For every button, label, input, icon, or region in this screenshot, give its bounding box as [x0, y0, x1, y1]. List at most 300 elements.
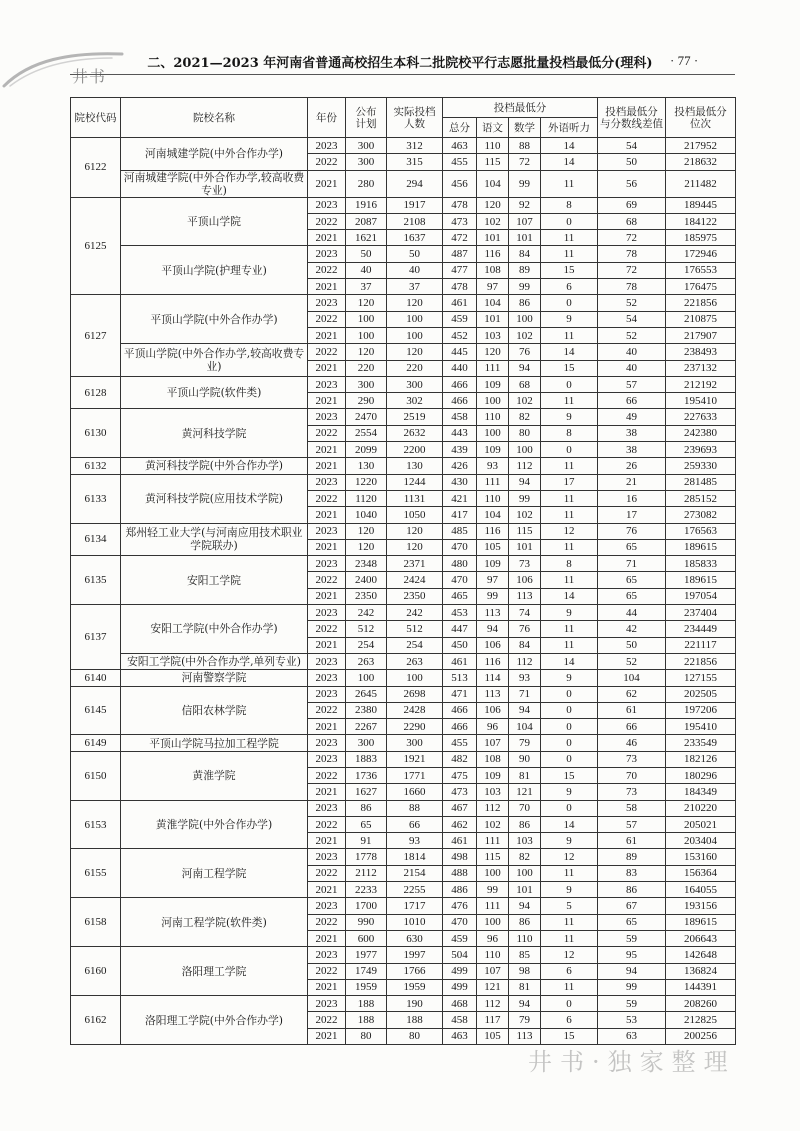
plan-cell: 120 — [346, 295, 387, 311]
rank-cell: 184349 — [666, 784, 736, 800]
chinese-score-cell: 99 — [477, 882, 509, 898]
listening-score-cell: 11 — [541, 539, 598, 555]
rank-cell: 176553 — [666, 262, 736, 278]
listening-score-cell: 15 — [541, 262, 598, 278]
math-score-cell: 112 — [509, 653, 541, 669]
school-name-cell: 黄河科技学院(应用技术学院) — [121, 474, 308, 523]
year-cell: 2023 — [308, 409, 346, 425]
rank-cell: 221117 — [666, 637, 736, 653]
col-header-listening: 外语听力 — [541, 118, 598, 138]
plan-cell: 1959 — [346, 979, 387, 995]
math-score-cell: 94 — [509, 898, 541, 914]
year-cell: 2023 — [308, 474, 346, 490]
rank-cell: 197206 — [666, 702, 736, 718]
listening-score-cell: 11 — [541, 490, 598, 506]
col-header-plan: 公布 计划 — [346, 98, 387, 138]
school-name-cell: 平顶山学院(护理专业) — [121, 246, 308, 295]
listening-score-cell: 17 — [541, 474, 598, 490]
table-row — [71, 605, 736, 621]
year-cell: 2021 — [308, 833, 346, 849]
listening-score-cell: 11 — [541, 327, 598, 343]
plan-cell: 1883 — [346, 751, 387, 767]
plan-cell: 242 — [346, 605, 387, 621]
chinese-score-cell: 96 — [477, 719, 509, 735]
year-cell: 2023 — [308, 751, 346, 767]
chinese-score-cell: 109 — [477, 376, 509, 392]
math-score-cell: 100 — [509, 442, 541, 458]
diff-cell: 16 — [598, 490, 666, 506]
listening-score-cell: 11 — [541, 458, 598, 474]
chinese-score-cell: 97 — [477, 572, 509, 588]
diff-cell: 52 — [598, 295, 666, 311]
publisher-logo: 井书 — [72, 67, 107, 86]
diff-cell: 42 — [598, 621, 666, 637]
math-score-cell: 102 — [509, 393, 541, 409]
table-row — [71, 556, 736, 572]
chinese-score-cell: 104 — [477, 295, 509, 311]
year-cell: 2023 — [308, 800, 346, 816]
listening-score-cell: 11 — [541, 393, 598, 409]
total-score-cell: 466 — [443, 393, 477, 409]
chinese-score-cell: 115 — [477, 154, 509, 170]
actual-cell: 220 — [387, 360, 443, 376]
year-cell: 2023 — [308, 556, 346, 572]
school-name-cell: 平顶山学院马拉加工程学院 — [121, 735, 308, 751]
math-score-cell: 82 — [509, 849, 541, 865]
chinese-score-cell: 104 — [477, 170, 509, 197]
year-cell: 2021 — [308, 637, 346, 653]
chinese-score-cell: 106 — [477, 637, 509, 653]
listening-score-cell: 0 — [541, 735, 598, 751]
plan-cell: 1627 — [346, 784, 387, 800]
diff-cell: 52 — [598, 327, 666, 343]
math-score-cell: 88 — [509, 138, 541, 154]
school-name-cell: 安阳工学院(中外合作办学,单列专业) — [121, 653, 308, 669]
year-cell: 2021 — [308, 1028, 346, 1044]
school-code-cell: 6134 — [71, 523, 121, 556]
listening-score-cell: 0 — [541, 213, 598, 229]
listening-score-cell: 11 — [541, 170, 598, 197]
year-cell: 2022 — [308, 865, 346, 881]
listening-score-cell: 11 — [541, 572, 598, 588]
diff-cell: 26 — [598, 458, 666, 474]
rank-cell: 200256 — [666, 1028, 736, 1044]
school-code-cell: 6135 — [71, 556, 121, 605]
total-score-cell: 458 — [443, 1012, 477, 1028]
total-score-cell: 471 — [443, 686, 477, 702]
total-score-cell: 487 — [443, 246, 477, 262]
math-score-cell: 93 — [509, 670, 541, 686]
actual-cell: 1131 — [387, 490, 443, 506]
listening-score-cell: 11 — [541, 246, 598, 262]
plan-cell: 600 — [346, 930, 387, 946]
year-cell: 2023 — [308, 138, 346, 154]
total-score-cell: 513 — [443, 670, 477, 686]
rank-cell: 180296 — [666, 767, 736, 783]
table-row — [71, 170, 736, 197]
total-score-cell: 504 — [443, 947, 477, 963]
diff-cell: 89 — [598, 849, 666, 865]
chinese-score-cell: 120 — [477, 344, 509, 360]
diff-cell: 54 — [598, 311, 666, 327]
actual-cell: 1717 — [387, 898, 443, 914]
actual-cell: 300 — [387, 735, 443, 751]
actual-cell: 2632 — [387, 425, 443, 441]
math-score-cell: 104 — [509, 719, 541, 735]
listening-score-cell: 11 — [541, 621, 598, 637]
listening-score-cell: 11 — [541, 637, 598, 653]
chinese-score-cell: 114 — [477, 670, 509, 686]
plan-cell: 300 — [346, 376, 387, 392]
chinese-score-cell: 109 — [477, 442, 509, 458]
plan-cell: 65 — [346, 816, 387, 832]
total-score-cell: 462 — [443, 816, 477, 832]
listening-score-cell: 14 — [541, 138, 598, 154]
year-cell: 2023 — [308, 735, 346, 751]
actual-cell: 302 — [387, 393, 443, 409]
actual-cell: 1959 — [387, 979, 443, 995]
chinese-score-cell: 111 — [477, 898, 509, 914]
math-score-cell: 99 — [509, 490, 541, 506]
total-score-cell: 476 — [443, 898, 477, 914]
plan-cell: 120 — [346, 539, 387, 555]
math-score-cell: 84 — [509, 246, 541, 262]
year-cell: 2021 — [308, 719, 346, 735]
chinese-score-cell: 101 — [477, 230, 509, 246]
actual-cell: 2428 — [387, 702, 443, 718]
table-header — [71, 98, 736, 138]
diff-cell: 67 — [598, 898, 666, 914]
actual-cell: 66 — [387, 816, 443, 832]
chinese-score-cell: 108 — [477, 262, 509, 278]
plan-cell: 263 — [346, 653, 387, 669]
table-row — [71, 898, 736, 914]
diff-cell: 65 — [598, 539, 666, 555]
table-row — [71, 474, 736, 490]
math-score-cell: 79 — [509, 1012, 541, 1028]
listening-score-cell: 9 — [541, 311, 598, 327]
actual-cell: 2350 — [387, 588, 443, 604]
year-cell: 2022 — [308, 963, 346, 979]
actual-cell: 2255 — [387, 882, 443, 898]
year-cell: 2021 — [308, 360, 346, 376]
total-score-cell: 450 — [443, 637, 477, 653]
actual-cell: 1766 — [387, 963, 443, 979]
plan-cell: 280 — [346, 170, 387, 197]
math-score-cell: 68 — [509, 376, 541, 392]
plan-cell: 290 — [346, 393, 387, 409]
col-header-name: 院校名称 — [121, 98, 308, 138]
school-code-cell: 6128 — [71, 376, 121, 409]
chinese-score-cell: 108 — [477, 751, 509, 767]
chinese-score-cell: 100 — [477, 914, 509, 930]
diff-cell: 57 — [598, 816, 666, 832]
listening-score-cell: 11 — [541, 230, 598, 246]
plan-cell: 2233 — [346, 882, 387, 898]
chinese-score-cell: 111 — [477, 474, 509, 490]
math-score-cell: 100 — [509, 865, 541, 881]
chinese-score-cell: 100 — [477, 393, 509, 409]
listening-score-cell: 0 — [541, 295, 598, 311]
table-row — [71, 197, 736, 213]
chinese-score-cell: 117 — [477, 1012, 509, 1028]
school-name-cell: 河南城建学院(中外合作办学,较高收费专业) — [121, 170, 308, 197]
school-name-cell: 洛阳理工学院(中外合作办学) — [121, 996, 308, 1045]
total-score-cell: 499 — [443, 963, 477, 979]
school-name-cell: 黄淮学院(中外合作办学) — [121, 800, 308, 849]
chinese-score-cell: 109 — [477, 767, 509, 783]
chinese-score-cell: 116 — [477, 653, 509, 669]
math-score-cell: 112 — [509, 458, 541, 474]
rank-cell: 237404 — [666, 605, 736, 621]
actual-cell: 100 — [387, 327, 443, 343]
year-cell: 2022 — [308, 425, 346, 441]
rank-cell: 203404 — [666, 833, 736, 849]
math-score-cell: 73 — [509, 556, 541, 572]
table-row — [71, 735, 736, 751]
actual-cell: 1814 — [387, 849, 443, 865]
diff-cell: 49 — [598, 409, 666, 425]
page-title: 二、2021—2023 年河南省普通高校招生本科二批院校平行志愿批量投档最低分(理科) — [147, 56, 653, 71]
chinese-score-cell: 111 — [477, 360, 509, 376]
math-score-cell: 101 — [509, 882, 541, 898]
math-score-cell: 81 — [509, 979, 541, 995]
rank-cell: 176563 — [666, 523, 736, 539]
rank-cell: 184122 — [666, 213, 736, 229]
math-score-cell: 71 — [509, 686, 541, 702]
listening-score-cell: 0 — [541, 996, 598, 1012]
plan-cell: 120 — [346, 523, 387, 539]
chinese-score-cell: 110 — [477, 947, 509, 963]
total-score-cell: 447 — [443, 621, 477, 637]
listening-score-cell: 11 — [541, 930, 598, 946]
school-name-cell: 平顶山学院(中外合作办学,较高收费专业) — [121, 344, 308, 377]
actual-cell: 2200 — [387, 442, 443, 458]
diff-cell: 73 — [598, 751, 666, 767]
rank-cell: 227633 — [666, 409, 736, 425]
listening-score-cell: 11 — [541, 865, 598, 881]
table-row — [71, 246, 736, 262]
actual-cell: 2290 — [387, 719, 443, 735]
rank-cell: 197054 — [666, 588, 736, 604]
year-cell: 2022 — [308, 702, 346, 718]
math-score-cell: 98 — [509, 963, 541, 979]
table-row — [71, 947, 736, 963]
chinese-score-cell: 120 — [477, 197, 509, 213]
math-score-cell: 86 — [509, 295, 541, 311]
plan-cell: 1120 — [346, 490, 387, 506]
diff-cell: 21 — [598, 474, 666, 490]
chinese-score-cell: 107 — [477, 735, 509, 751]
actual-cell: 1660 — [387, 784, 443, 800]
total-score-cell: 445 — [443, 344, 477, 360]
diff-cell: 61 — [598, 833, 666, 849]
listening-score-cell: 15 — [541, 1028, 598, 1044]
rank-cell: 205021 — [666, 816, 736, 832]
listening-score-cell: 0 — [541, 751, 598, 767]
math-score-cell: 99 — [509, 170, 541, 197]
diff-cell: 99 — [598, 979, 666, 995]
school-code-cell: 6140 — [71, 670, 121, 686]
rank-cell: 259330 — [666, 458, 736, 474]
total-score-cell: 466 — [443, 376, 477, 392]
year-cell: 2021 — [308, 279, 346, 295]
chinese-score-cell: 112 — [477, 800, 509, 816]
diff-cell: 65 — [598, 572, 666, 588]
total-score-cell: 470 — [443, 914, 477, 930]
school-code-cell: 6158 — [71, 898, 121, 947]
table-row — [71, 849, 736, 865]
total-score-cell: 443 — [443, 425, 477, 441]
school-name-cell: 河南工程学院 — [121, 849, 308, 898]
table-body — [71, 138, 736, 1045]
listening-score-cell: 14 — [541, 154, 598, 170]
total-score-cell: 498 — [443, 849, 477, 865]
actual-cell: 2698 — [387, 686, 443, 702]
rank-cell: 218632 — [666, 154, 736, 170]
diff-cell: 58 — [598, 800, 666, 816]
school-code-cell: 6133 — [71, 474, 121, 523]
actual-cell: 1771 — [387, 767, 443, 783]
chinese-score-cell: 110 — [477, 490, 509, 506]
math-score-cell: 99 — [509, 279, 541, 295]
listening-score-cell: 12 — [541, 523, 598, 539]
plan-cell: 86 — [346, 800, 387, 816]
chinese-score-cell: 113 — [477, 686, 509, 702]
rank-cell: 182126 — [666, 751, 736, 767]
year-cell: 2023 — [308, 947, 346, 963]
math-score-cell: 94 — [509, 996, 541, 1012]
school-name-cell: 平顶山学院(中外合作办学) — [121, 295, 308, 344]
listening-score-cell: 8 — [541, 556, 598, 572]
chinese-score-cell: 103 — [477, 784, 509, 800]
listening-score-cell: 11 — [541, 914, 598, 930]
listening-score-cell: 12 — [541, 849, 598, 865]
listening-score-cell: 14 — [541, 653, 598, 669]
actual-cell: 294 — [387, 170, 443, 197]
school-code-cell: 6127 — [71, 295, 121, 376]
rank-cell: 153160 — [666, 849, 736, 865]
plan-cell: 2645 — [346, 686, 387, 702]
rank-cell: 136824 — [666, 963, 736, 979]
school-name-cell: 洛阳理工学院 — [121, 947, 308, 996]
diff-cell: 94 — [598, 963, 666, 979]
total-score-cell: 478 — [443, 197, 477, 213]
listening-score-cell: 9 — [541, 670, 598, 686]
math-score-cell: 90 — [509, 751, 541, 767]
watermark: 井书·独家整理 — [528, 1048, 736, 1076]
rank-cell: 242380 — [666, 425, 736, 441]
actual-cell: 130 — [387, 458, 443, 474]
school-name-cell: 安阳工学院 — [121, 556, 308, 605]
diff-cell: 66 — [598, 393, 666, 409]
school-code-cell: 6125 — [71, 197, 121, 295]
year-cell: 2021 — [308, 507, 346, 523]
admission-score-table — [70, 97, 736, 1045]
actual-cell: 190 — [387, 996, 443, 1012]
actual-cell: 1010 — [387, 914, 443, 930]
rank-cell: 185833 — [666, 556, 736, 572]
chinese-score-cell: 100 — [477, 425, 509, 441]
plan-cell: 130 — [346, 458, 387, 474]
school-code-cell: 6132 — [71, 458, 121, 474]
actual-cell: 1637 — [387, 230, 443, 246]
total-score-cell: 455 — [443, 735, 477, 751]
total-score-cell: 453 — [443, 605, 477, 621]
year-cell: 2022 — [308, 344, 346, 360]
plan-cell: 2400 — [346, 572, 387, 588]
rank-cell: 189615 — [666, 572, 736, 588]
math-score-cell: 101 — [509, 539, 541, 555]
listening-score-cell: 6 — [541, 279, 598, 295]
chinese-score-cell: 99 — [477, 588, 509, 604]
chinese-score-cell: 116 — [477, 246, 509, 262]
chinese-score-cell: 97 — [477, 279, 509, 295]
diff-cell: 46 — [598, 735, 666, 751]
table-row — [71, 138, 736, 154]
year-cell: 2021 — [308, 458, 346, 474]
plan-cell: 1736 — [346, 767, 387, 783]
school-name-cell: 平顶山学院 — [121, 197, 308, 246]
actual-cell: 1244 — [387, 474, 443, 490]
diff-cell: 54 — [598, 138, 666, 154]
total-score-cell: 439 — [443, 442, 477, 458]
math-score-cell: 76 — [509, 621, 541, 637]
total-score-cell: 470 — [443, 572, 477, 588]
diff-cell: 76 — [598, 523, 666, 539]
math-score-cell: 86 — [509, 816, 541, 832]
plan-cell: 220 — [346, 360, 387, 376]
plan-cell: 1040 — [346, 507, 387, 523]
actual-cell: 254 — [387, 637, 443, 653]
plan-cell: 2470 — [346, 409, 387, 425]
math-score-cell: 103 — [509, 833, 541, 849]
col-header-rank: 投档最低分 位次 — [666, 98, 736, 138]
rank-cell: 212825 — [666, 1012, 736, 1028]
school-code-cell: 6149 — [71, 735, 121, 751]
plan-cell: 1621 — [346, 230, 387, 246]
col-header-chinese: 语文 — [477, 118, 509, 138]
listening-score-cell: 6 — [541, 1012, 598, 1028]
math-score-cell: 82 — [509, 409, 541, 425]
plan-cell: 254 — [346, 637, 387, 653]
total-score-cell: 452 — [443, 327, 477, 343]
chinese-score-cell: 100 — [477, 865, 509, 881]
math-score-cell: 102 — [509, 327, 541, 343]
year-cell: 2021 — [308, 539, 346, 555]
plan-cell: 990 — [346, 914, 387, 930]
school-name-cell: 信阳农林学院 — [121, 686, 308, 735]
actual-cell: 100 — [387, 670, 443, 686]
chinese-score-cell: 115 — [477, 849, 509, 865]
diff-cell: 59 — [598, 996, 666, 1012]
school-name-cell: 黄河科技学院(中外合作办学) — [121, 458, 308, 474]
plan-cell: 50 — [346, 246, 387, 262]
year-cell: 2021 — [308, 170, 346, 197]
col-header-diff: 投档最低分 与分数线差值 — [598, 98, 666, 138]
year-cell: 2023 — [308, 523, 346, 539]
rank-cell: 164055 — [666, 882, 736, 898]
diff-cell: 73 — [598, 784, 666, 800]
actual-cell: 120 — [387, 344, 443, 360]
math-score-cell: 113 — [509, 588, 541, 604]
math-score-cell: 80 — [509, 425, 541, 441]
diff-cell: 38 — [598, 425, 666, 441]
total-score-cell: 473 — [443, 213, 477, 229]
school-code-cell: 6162 — [71, 996, 121, 1045]
total-score-cell: 459 — [443, 930, 477, 946]
year-cell: 2023 — [308, 849, 346, 865]
